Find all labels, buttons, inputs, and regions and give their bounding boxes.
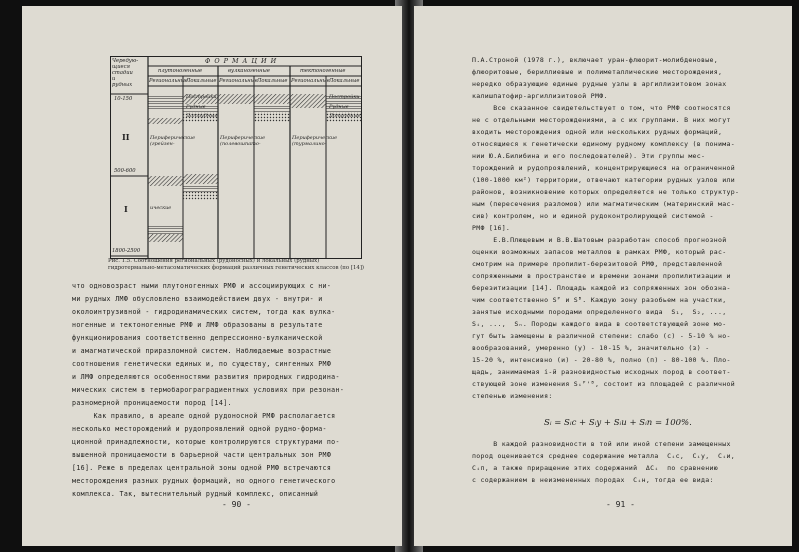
right-line-7: входить месторождения одной или нескольких рудных формаций, (472, 128, 723, 136)
right-line-3: нередко образующие единые рудные узлы в аргиллизитовом зонах (472, 80, 727, 88)
left-line-4: ногенные и тектоногенные РМФ и ЛМФ образованы в результате (72, 321, 323, 329)
right-line-18: смотрим на примере пропилит-березитовой РМФ, представленной (472, 260, 723, 268)
group-plutonogenic: плутоногенные (158, 68, 203, 74)
left-line-16: месторождения разных рудных формаций, но одного генетического (72, 477, 336, 485)
right-line-12: районов, возникновение которых определяется не только структур- (472, 188, 740, 196)
figure-header: Ф О Р М А Ц И И (205, 57, 278, 65)
regional-label-3: Периферические (полевошпато- (220, 135, 266, 147)
right-line-6: не с отдельными месторождениями, а с их группами. В них могут (472, 116, 731, 124)
right-line-33: с содержанием в неизмененных породах Cᵢн, тогда ее вида: (472, 476, 714, 484)
sub-local-1: Локальные (186, 78, 217, 84)
regional-label-4: Периферические (турмалино- (292, 135, 338, 147)
right-line-23: Sᵢ, ..., Sₙ. Породы каждого вида в соответствующей зоне мо- (472, 320, 727, 328)
left-line-2: ми рудных ЛМФ обусловлено взаимодействием двух - внутри- и (72, 295, 323, 303)
left-line-8: и ЛМФ определяются особенностями развития природных гидродина- (72, 373, 340, 381)
left-line-6: и амагматической приразломной систем. Наблюдаемые возрастные (72, 347, 332, 355)
y-label-5: 1800-2500 (112, 248, 141, 254)
local-label-5: Рудные (329, 104, 349, 110)
sub-regional-2: Региональные (219, 78, 258, 84)
y-label-2: II (122, 132, 130, 142)
group-tectonogenic: тектоногенные (300, 68, 346, 74)
left-line-10: разномерной проницаемости пород [14]. (72, 399, 232, 407)
right-line-5: Все сказанное свидетельствует о том, что РМФ соотносятся (472, 104, 731, 112)
left-line-11: Как правило, в ареале одной рудоносной РМФ располагается (72, 412, 336, 420)
right-line-13: ным (пересечения разломов) или магматическим (материнский мас- (472, 200, 735, 208)
page-number-left: - 90 - (222, 500, 251, 509)
right-line-2: флюоритовые, бериллиевые и полиметаллические месторождения, (472, 68, 723, 76)
right-line-22: занятые исходными породами определенного вида S₁, S₂, ..., (472, 308, 727, 316)
right-line-25: вообразований, умеренно (у) - 10-15 %, значительно (з) - (472, 344, 710, 352)
area-formula: Sᵢ = Sᵢc + Sᵢy + Sᵢи + Sᵢп = 100%. (544, 418, 692, 428)
regional-label-2: ические (150, 205, 172, 211)
right-line-29: степенью изменения: (472, 392, 553, 400)
y-label-4: I (124, 204, 128, 214)
figure-caption: Рис. 1.5. Соотношения региональных (рудоносных) и локальных (рудных) гидротермально-метасоматических формаций различных генетических классов (по [14]) (108, 258, 365, 271)
y-label-1: 10-150 (114, 96, 133, 102)
right-line-21: чим соответственно Sᴾ и Sᴮ. Каждую зону разобьем на участки, (472, 296, 727, 304)
left-line-15: [16]. Реже в пределах центральной зоны одной РМФ встречаются (72, 464, 332, 472)
sub-local-2: Локальные (257, 78, 288, 84)
local-label-4: Постройки (329, 94, 360, 100)
stub-header-4: и (112, 76, 116, 82)
right-line-24: гут быть замещены в различной степени: слабо (с) - 5-10 % но- (472, 332, 731, 340)
left-line-7: соотношения генетически единых и, по существу, сингенных РМФ (72, 360, 332, 368)
group-volcanogenic: вулканогенные (228, 68, 270, 74)
right-line-30: В каждой разновидности в той или иной степени замещенных (472, 440, 731, 448)
formation-figure (110, 56, 362, 259)
formation-diagram (110, 56, 362, 259)
right-line-10: торождений и рудопроявлений, концентрирующиеся на ограниченной (472, 164, 735, 172)
sub-regional-1: Региональные (149, 78, 188, 84)
right-line-9: нии Ю.А.Билибина и его последователей). Эти группы мес- (472, 152, 706, 160)
regional-label-1: Периферические (грейзен- (150, 135, 196, 147)
left-line-5: функционирования соответственно депрессионно-вулканической (72, 334, 323, 342)
stub-header-1: Чередую- (112, 58, 139, 64)
right-page (414, 6, 792, 546)
sub-local-3: Локальные (329, 78, 360, 84)
left-line-17: комплекса. Так, вытеснительный рудный комплекс, описанный (72, 490, 319, 498)
left-line-9: мических систем в термобарограградиентных условиях при резонан- (72, 386, 345, 394)
right-line-27: щадь, занимаемая i-й разновидностью исходных пород в соответ- (472, 368, 731, 376)
sub-regional-3: Региональные (291, 78, 330, 84)
right-line-8: относящиеся к генетически единому рудному комплексу (в понима- (472, 140, 735, 148)
left-line-12: несколько месторождений и рудопроявлений одной рудно-форма- (72, 425, 327, 433)
right-line-19: сопряженными в пространстве и времени зонами пропилитизации и (472, 272, 731, 280)
left-page (22, 6, 402, 546)
right-line-26: 15-20 %, интенсивно (и) - 20-80 %, полно (п) - 80-100 %. Пло- (472, 356, 731, 364)
right-line-20: березитизации [14]. Площадь каждой из сопряженных зон обозна- (472, 284, 731, 292)
local-label-6: Дотрудные (329, 113, 361, 119)
right-line-31: пород оценивается среднее содержание металла Cᵢc, Cᵢy, Cᵢи, (472, 452, 735, 460)
local-label-1: Постройки (186, 94, 217, 100)
right-line-1: П.А.Строной (1978 г.), включает уран-флюорит-молибденовые, (472, 56, 719, 64)
right-line-16: Е.В.Плющевым и В.В.Шатовым разработан способ прогнозной (472, 236, 727, 244)
left-line-1: что одновозраст ными плутоногенных РМФ и ассоциирующих с ни- (72, 282, 332, 290)
right-line-32: Cᵢп, а также приращение этих содержаний ΔCᵢ по сравнению (472, 464, 719, 472)
right-line-17: оценки возможных запасов металлов в рамках РМФ, который рас- (472, 248, 727, 256)
local-label-2: Рудные (186, 104, 206, 110)
right-line-11: (100-1000 км²) территории, отвечают категории рудных узлов или (472, 176, 735, 184)
stub-header-5: рудных (112, 82, 133, 88)
page-number-right: - 91 - (606, 500, 635, 509)
right-line-4: калишпатофир-аргиллизитовой РМФ. (472, 92, 608, 100)
left-line-3: околоинтрузивной - гидродинамических систем, тогда как вулка- (72, 308, 336, 316)
y-label-3: 500-600 (114, 168, 136, 174)
right-line-15: РМФ [16]. (472, 224, 511, 232)
stub-header-2: щиеся (112, 64, 130, 70)
right-line-28: ствующей зоне изменения Sᵢᴾ'ᴮ, состоит из площадей с различной (472, 380, 735, 388)
right-line-14: сив) контролем, но и единой рудоконтролирующей системой - (472, 212, 714, 220)
local-label-3: Дотрудные (186, 113, 218, 119)
stub-header-3: стадии (112, 70, 133, 76)
left-line-14: вышенной проницаемости в барьерной части центральных зон РМФ (72, 451, 332, 459)
left-line-13: ционной принадлежности, которые контролируются структурами по- (72, 438, 340, 446)
